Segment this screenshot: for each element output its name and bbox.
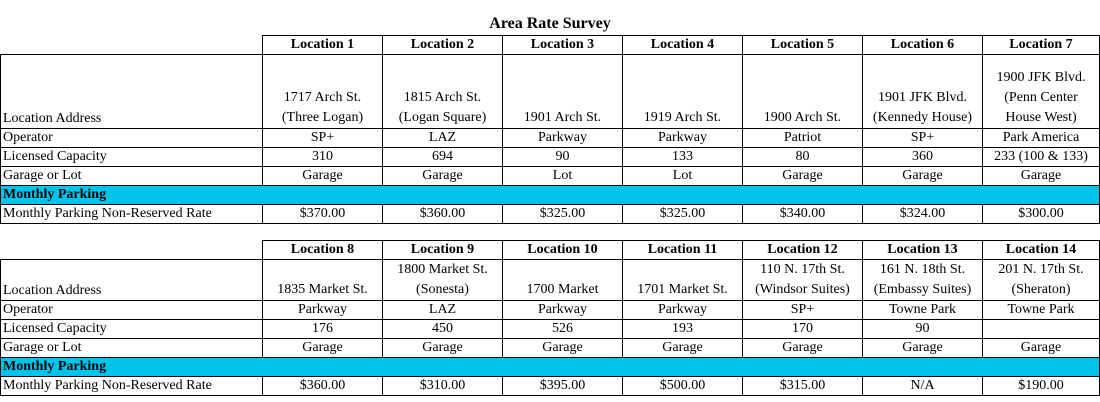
address-cell — [743, 260, 863, 301]
type-cell: Garage — [863, 167, 983, 186]
address-line: 1717 Arch St. — [283, 90, 362, 105]
header-row — [1, 241, 1100, 260]
address-line: 161 N. 18th St. — [879, 262, 966, 277]
capacity-cell: 170 — [743, 320, 863, 339]
row-label: Location Address — [1, 55, 263, 129]
capacity-cell: 193 — [623, 320, 743, 339]
row-label: Licensed Capacity — [1, 320, 263, 339]
survey-table-1 — [0, 35, 1100, 224]
address-cell — [263, 260, 383, 301]
address-line: 1900 Arch St. — [763, 110, 842, 125]
rate-cell: $395.00 — [503, 377, 623, 396]
address-cell — [383, 55, 503, 129]
location-header: Location 7 — [983, 36, 1100, 55]
address-cell — [983, 55, 1100, 129]
type-cell: Garage — [983, 339, 1100, 358]
type-cell: Garage — [863, 339, 983, 358]
rate-cell: $370.00 — [263, 205, 383, 224]
type-cell: Garage — [983, 167, 1100, 186]
address-line: 110 N. 17th St. — [760, 262, 845, 277]
capacity-row — [1, 320, 1100, 339]
row-label: Garage or Lot — [1, 339, 263, 358]
address-cell — [623, 55, 743, 129]
type-cell: Lot — [623, 167, 743, 186]
type-cell: Garage — [263, 339, 383, 358]
address-line: 1800 Market St. — [397, 262, 488, 277]
page-title: Area Rate Survey — [489, 15, 611, 32]
operator-cell: Parkway — [503, 129, 623, 148]
rate-row — [1, 377, 1100, 396]
operator-cell: Parkway — [263, 301, 383, 320]
address-row — [1, 55, 1100, 129]
location-header: Location 10 — [503, 241, 623, 260]
capacity-cell: 133 — [623, 148, 743, 167]
rate-cell: $360.00 — [263, 377, 383, 396]
row-label: Monthly Parking Non-Reserved Rate — [1, 205, 263, 224]
address-line: 1919 Arch St. — [643, 110, 722, 125]
header-blank-cell — [1, 241, 263, 260]
location-header: Location 11 — [623, 241, 743, 260]
location-header: Location 14 — [983, 241, 1100, 260]
header-row — [1, 36, 1100, 55]
location-header: Location 3 — [503, 36, 623, 55]
capacity-cell: 526 — [503, 320, 623, 339]
row-label: Licensed Capacity — [1, 148, 263, 167]
address-line: 1815 Arch St. — [403, 90, 482, 105]
address-line: (Penn Center — [1004, 90, 1078, 105]
location-header: Location 12 — [743, 241, 863, 260]
type-cell: Garage — [383, 339, 503, 358]
rate-cell: $325.00 — [623, 205, 743, 224]
address-cell — [863, 260, 983, 301]
rate-cell: $315.00 — [743, 377, 863, 396]
address-line: (Windsor Suites) — [755, 282, 850, 297]
address-line: 201 N. 17th St. — [998, 262, 1084, 277]
address-line: 1901 JFK Blvd. — [877, 90, 968, 105]
type-cell: Garage — [503, 339, 623, 358]
row-label: Operator — [1, 301, 263, 320]
type-cell: Garage — [743, 339, 863, 358]
operator-cell: Parkway — [503, 301, 623, 320]
rate-cell: N/A — [863, 377, 983, 396]
operator-row — [1, 301, 1100, 320]
address-cell — [863, 55, 983, 129]
location-header: Location 8 — [263, 241, 383, 260]
operator-cell: Park America — [983, 129, 1100, 148]
capacity-cell: 90 — [503, 148, 623, 167]
rate-cell: $340.00 — [743, 205, 863, 224]
address-line: 1900 JFK Blvd. — [996, 70, 1086, 85]
survey-table-2 — [0, 240, 1100, 396]
operator-cell: SP+ — [263, 129, 383, 148]
capacity-cell: 176 — [263, 320, 383, 339]
operator-cell: SP+ — [743, 301, 863, 320]
section-label: Monthly Parking — [1, 358, 1100, 377]
capacity-cell: 90 — [863, 320, 983, 339]
operator-cell: Parkway — [623, 129, 743, 148]
section-row — [1, 358, 1100, 377]
address-line: 1901 Arch St. — [523, 110, 602, 125]
capacity-cell: 80 — [743, 148, 863, 167]
capacity-cell — [983, 320, 1100, 339]
location-header: Location 2 — [383, 36, 503, 55]
capacity-row — [1, 148, 1100, 167]
operator-row — [1, 129, 1100, 148]
type-cell: Garage — [623, 339, 743, 358]
row-label: Monthly Parking Non-Reserved Rate — [1, 377, 263, 396]
address-cell — [623, 260, 743, 301]
location-header: Location 13 — [863, 241, 983, 260]
address-cell — [983, 260, 1100, 301]
type-cell: Garage — [263, 167, 383, 186]
rate-cell: $190.00 — [983, 377, 1100, 396]
address-cell — [263, 55, 383, 129]
address-line: 1700 Market — [526, 282, 599, 297]
location-header: Location 6 — [863, 36, 983, 55]
capacity-cell: 233 (100 & 133) — [983, 148, 1100, 167]
rate-row — [1, 205, 1100, 224]
operator-cell: LAZ — [383, 129, 503, 148]
type-cell: Garage — [383, 167, 503, 186]
garage-or-lot-row — [1, 339, 1100, 358]
rate-cell: $310.00 — [383, 377, 503, 396]
address-line: 1701 Market St. — [637, 282, 728, 297]
operator-cell: Parkway — [623, 301, 743, 320]
type-cell: Lot — [503, 167, 623, 186]
location-header: Location 9 — [383, 241, 503, 260]
operator-cell: LAZ — [383, 301, 503, 320]
row-label: Garage or Lot — [1, 167, 263, 186]
address-line: (Kennedy House) — [872, 110, 973, 125]
rate-cell: $360.00 — [383, 205, 503, 224]
section-row — [1, 186, 1100, 205]
rate-cell: $300.00 — [983, 205, 1100, 224]
operator-cell: Towne Park — [863, 301, 983, 320]
address-line: (Sheraton) — [1011, 282, 1071, 297]
rate-cell: $325.00 — [503, 205, 623, 224]
header-blank-cell — [1, 36, 263, 55]
location-header: Location 1 — [263, 36, 383, 55]
capacity-cell: 360 — [863, 148, 983, 167]
address-cell — [743, 55, 863, 129]
address-cell — [383, 260, 503, 301]
rate-cell: $324.00 — [863, 205, 983, 224]
address-line: (Sonesta) — [416, 282, 469, 297]
rate-cell: $500.00 — [623, 377, 743, 396]
location-header: Location 5 — [743, 36, 863, 55]
address-line: 1835 Market St. — [277, 282, 368, 297]
operator-cell: Patriot — [743, 129, 863, 148]
capacity-cell: 450 — [383, 320, 503, 339]
address-line: (Logan Square) — [398, 110, 487, 125]
address-line: (Embassy Suites) — [873, 282, 972, 297]
capacity-cell: 310 — [263, 148, 383, 167]
row-label: Operator — [1, 129, 263, 148]
address-line: (Three Logan) — [281, 110, 364, 125]
type-cell: Garage — [743, 167, 863, 186]
location-header: Location 4 — [623, 36, 743, 55]
section-label: Monthly Parking — [1, 186, 1100, 205]
garage-or-lot-row — [1, 167, 1100, 186]
row-label: Location Address — [1, 260, 263, 301]
capacity-cell: 694 — [383, 148, 503, 167]
address-cell — [503, 55, 623, 129]
address-line: House West) — [1005, 110, 1077, 125]
operator-cell: SP+ — [863, 129, 983, 148]
operator-cell: Towne Park — [983, 301, 1100, 320]
address-cell — [503, 260, 623, 301]
address-row — [1, 260, 1100, 301]
